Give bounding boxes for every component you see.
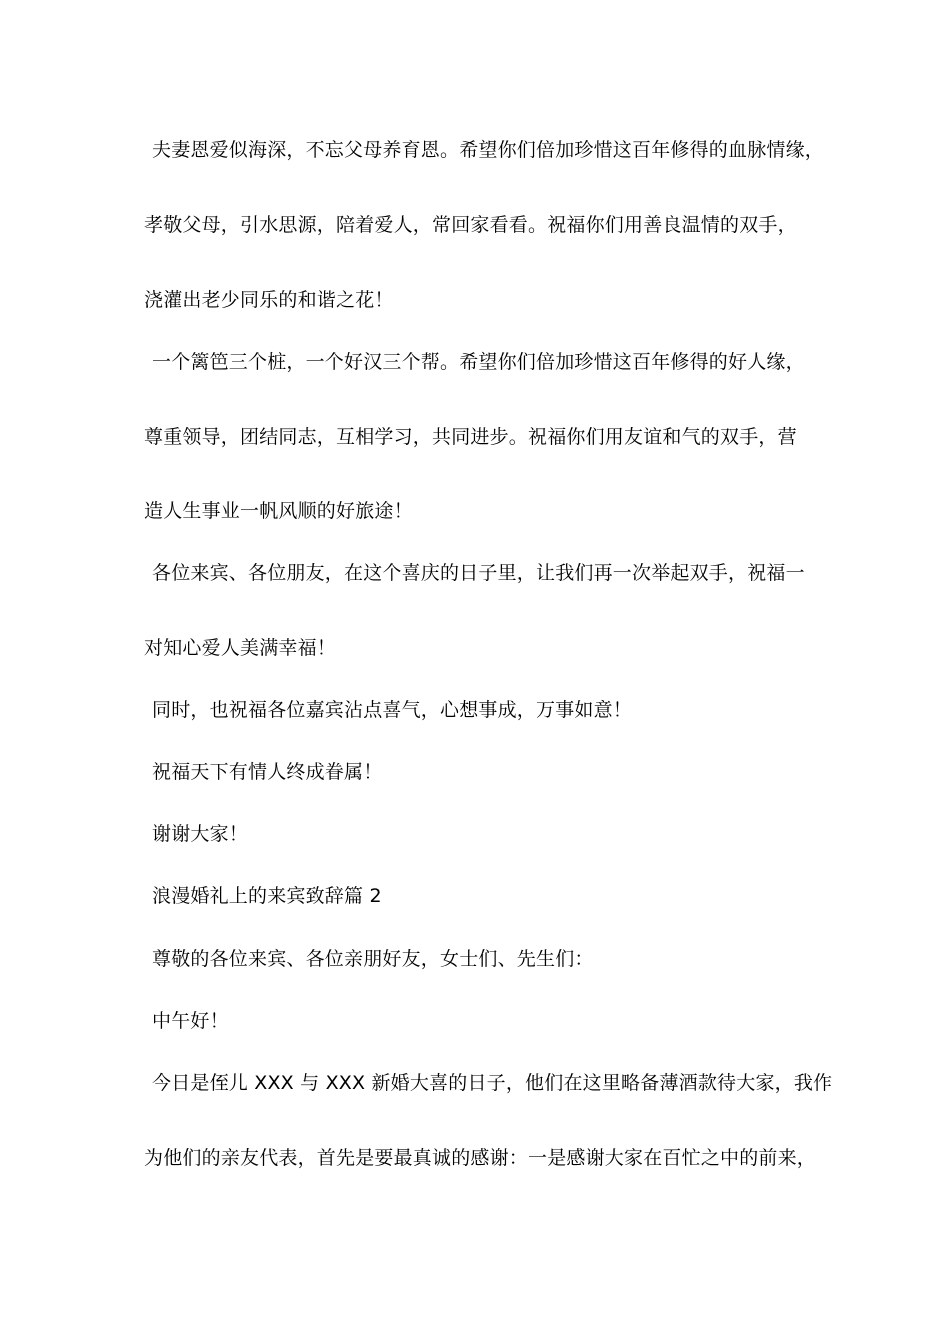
- paragraph-line: 同时，也祝福各位嘉宾沾点喜气，心想事成，万事如意！: [152, 699, 633, 721]
- paragraph-line: 夫妻恩爱似海深，不忘父母养育恩。希望你们倍加珍惜这百年修得的血脉情缘，: [152, 139, 825, 161]
- paragraph-line: 造人生事业一帆风顺的好旅途！: [144, 500, 413, 522]
- section-heading: 浪漫婚礼上的来宾致辞篇 2: [152, 885, 382, 907]
- paragraph-line: 祝福天下有情人终成眷属！: [152, 761, 383, 783]
- paragraph-line: 尊重领导，团结同志，互相学习，共同进步。祝福你们用友谊和气的双手，营: [144, 426, 797, 448]
- paragraph-line: 谢谢大家！: [152, 823, 249, 845]
- paragraph-line: 一个篱笆三个桩，一个好汉三个帮。希望你们倍加珍惜这百年修得的好人缘，: [152, 351, 805, 373]
- paragraph-line: 对知心爱人美满幸福！: [144, 637, 337, 659]
- paragraph-line: 为他们的亲友代表，首先是要最真诚的感谢：一是感谢大家在百忙之中的前来，: [144, 1147, 817, 1169]
- paragraph-line: 各位来宾、各位朋友，在这个喜庆的日子里，让我们再一次举起双手，祝福一: [152, 562, 805, 584]
- paragraph-line: 孝敬父母，引水思源，陪着爱人，常回家看看。祝福你们用善良温情的双手，: [144, 214, 797, 236]
- paragraph-line: 尊敬的各位来宾、各位亲朋好友，女士们、先生们：: [152, 948, 594, 970]
- paragraph-line: 中午好！: [152, 1010, 229, 1032]
- paragraph-line: 今日是侄儿 XXX 与 XXX 新婚大喜的日子，他们在这里略备薄酒款待大家，我作: [152, 1072, 833, 1094]
- paragraph-line: 浇灌出老少同乐的和谐之花！: [144, 289, 394, 311]
